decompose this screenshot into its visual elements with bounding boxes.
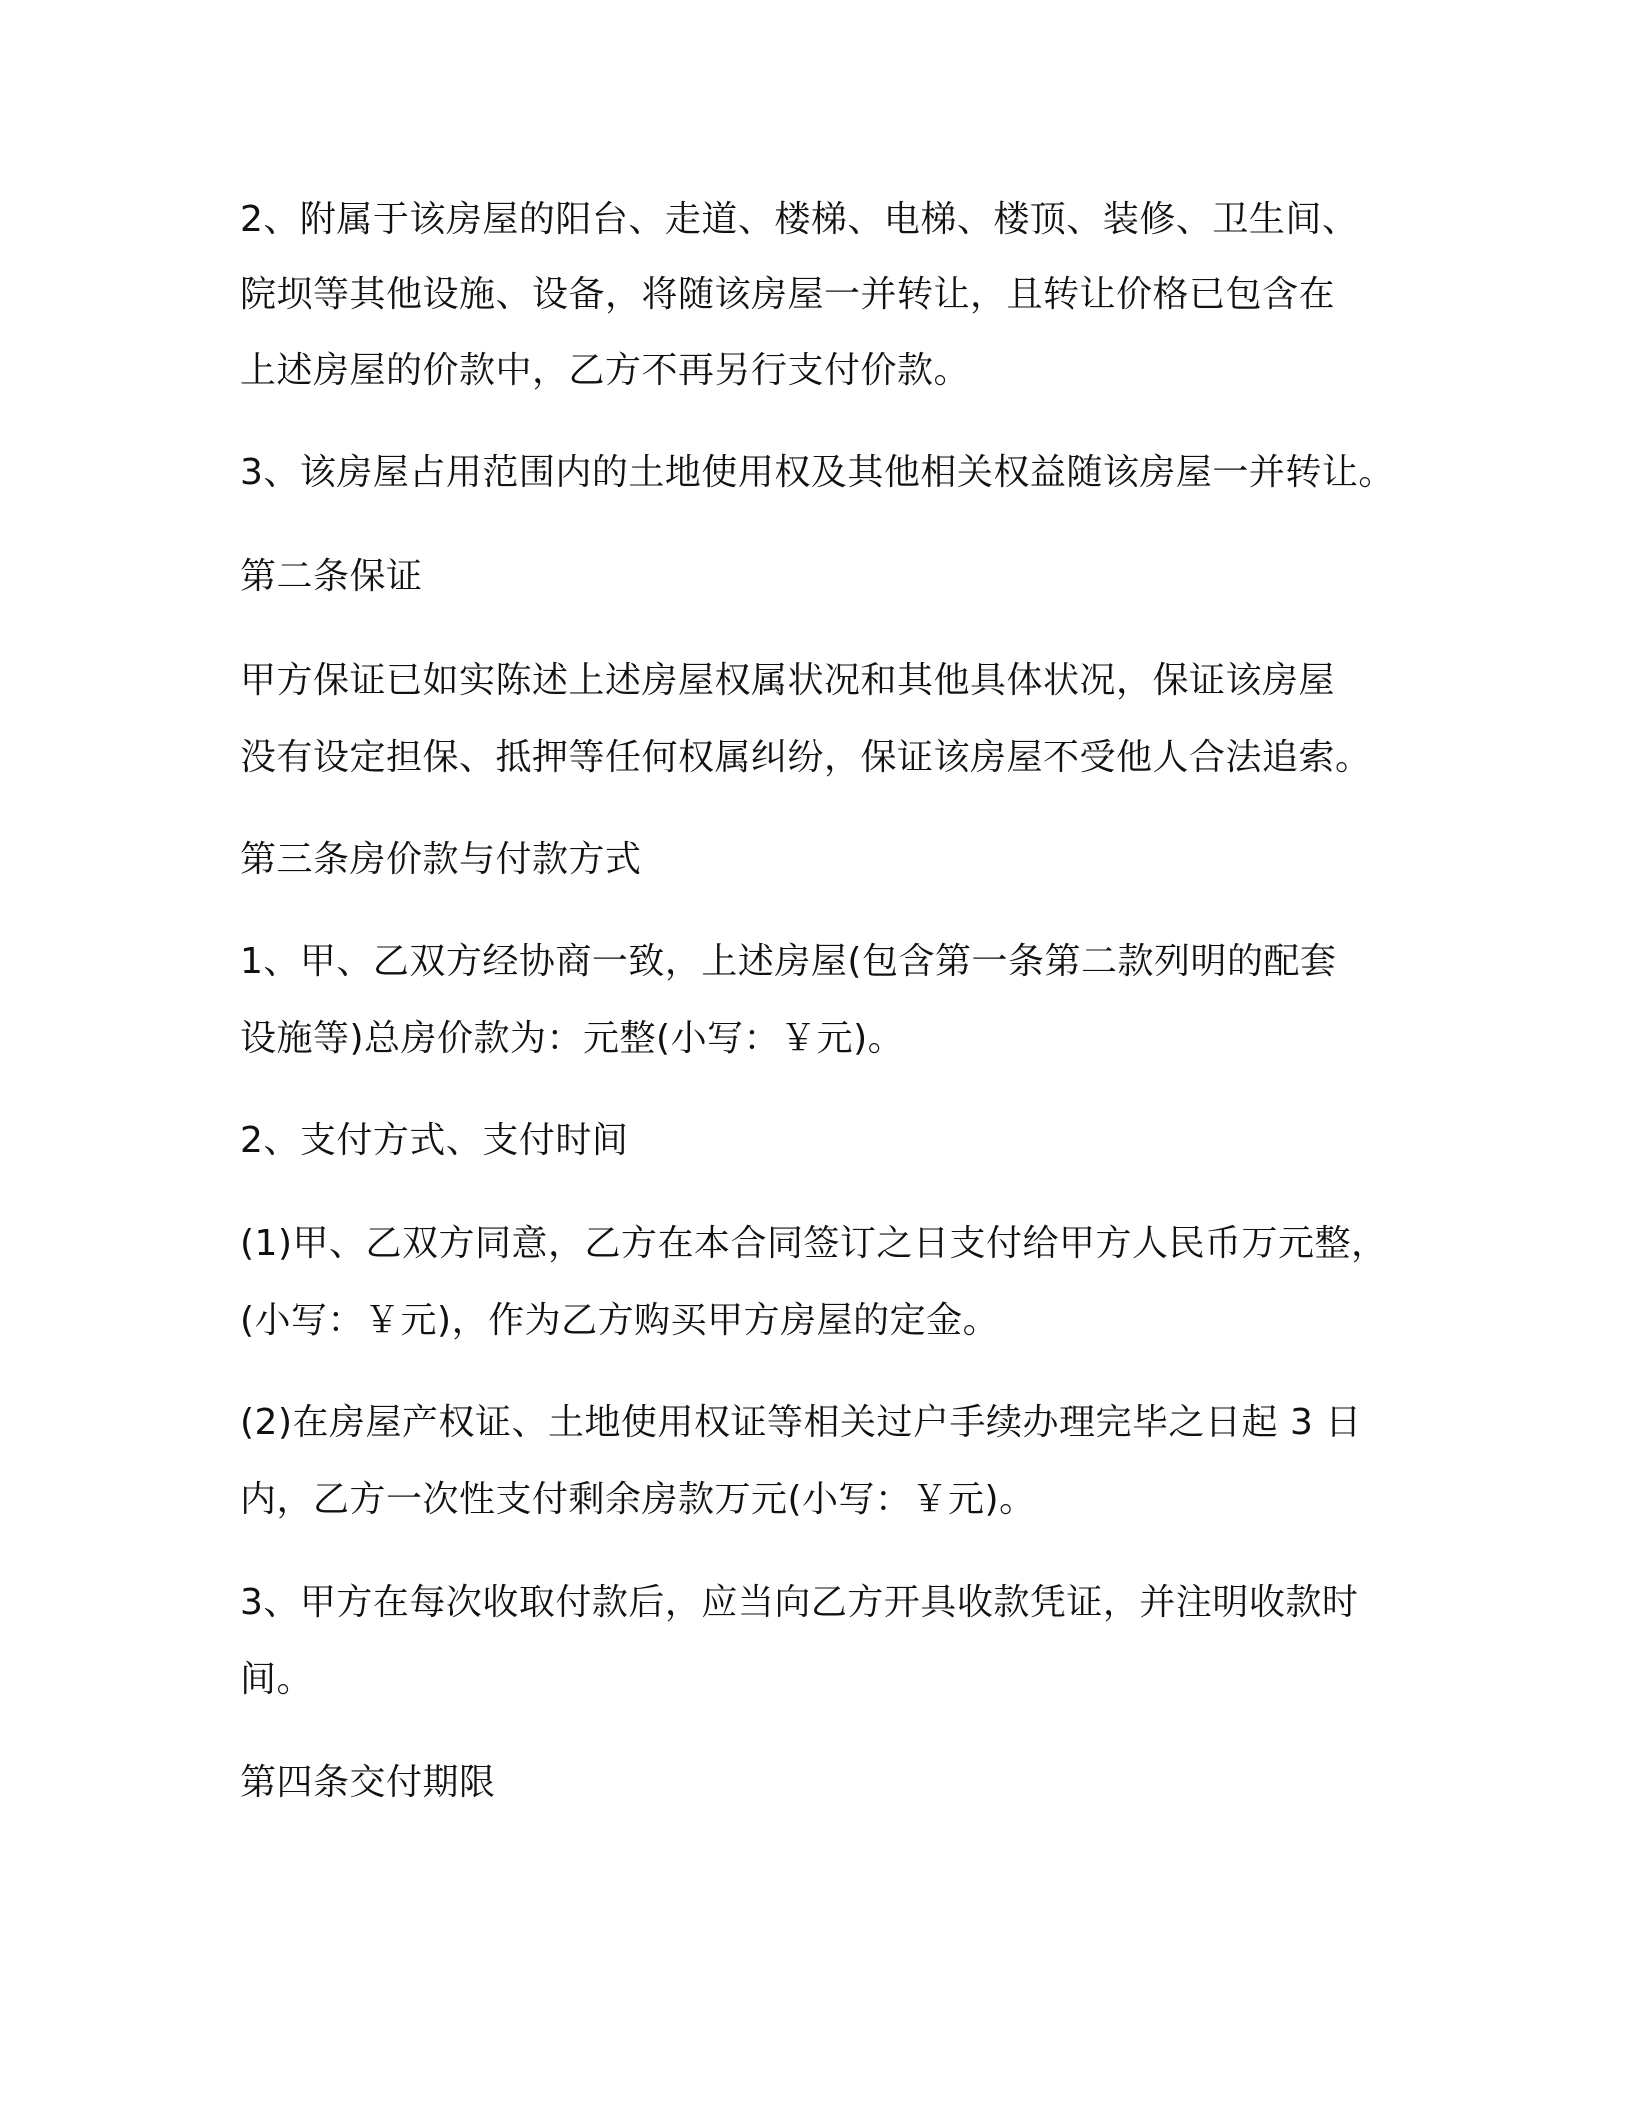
clause-3-item-2-sub-2-line-1: (2)在房屋产权证、土地使用权证等相关过户手续办理完毕之日起 3 日 [240,1402,1362,1443]
clause-1-item-3: 3、该房屋占用范围内的土地使用权及其他相关权益随该房屋一并转让。 [240,452,1395,493]
clause-3-item-1-line-2: 设施等)总房价款为：元整(小写：￥元)。 [240,1018,905,1059]
section-heading-clause-4: 第四条交付期限 [240,1762,496,1803]
clause-2-line-2: 没有设定担保、抵押等任何权属纠纷，保证该房屋不受他人合法追索。 [240,737,1372,778]
clause-1-item-2-line-1: 2、附属于该房屋的阳台、走道、楼梯、电梯、楼顶、装修、卫生间、 [240,199,1359,240]
clause-1-item-2-line-3: 上述房屋的价款中，乙方不再另行支付价款。 [240,350,971,391]
clause-3-item-2-sub-2-line-2: 内，乙方一次性支付剩余房款万元(小写：￥元)。 [240,1479,1036,1520]
clause-3-item-1-line-1: 1、甲、乙双方经协商一致，上述房屋(包含第一条第二款列明的配套 [240,941,1337,982]
clause-3-item-2-sub-1-line-1: (1)甲、乙双方同意，乙方在本合同签订之日支付给甲方人民币万元整， [240,1223,1388,1264]
section-heading-clause-3: 第三条房价款与付款方式 [240,839,642,880]
clause-3-item-3-line-1: 3、甲方在每次收取付款后，应当向乙方开具收款凭证，并注明收款时 [240,1582,1359,1623]
section-heading-clause-2: 第二条保证 [240,556,423,597]
clause-3-item-3-line-2: 间。 [240,1659,314,1700]
clause-3-item-2-sub-1-line-2: (小写：￥元)，作为乙方购买甲方房屋的定金。 [240,1300,1000,1341]
clause-3-item-2: 2、支付方式、支付时间 [240,1120,629,1161]
clause-2-line-1: 甲方保证已如实陈述上述房屋权属状况和其他具体状况，保证该房屋 [240,660,1336,701]
clause-1-item-2-line-2: 院坝等其他设施、设备，将随该房屋一并转让，且转让价格已包含在 [240,274,1336,315]
